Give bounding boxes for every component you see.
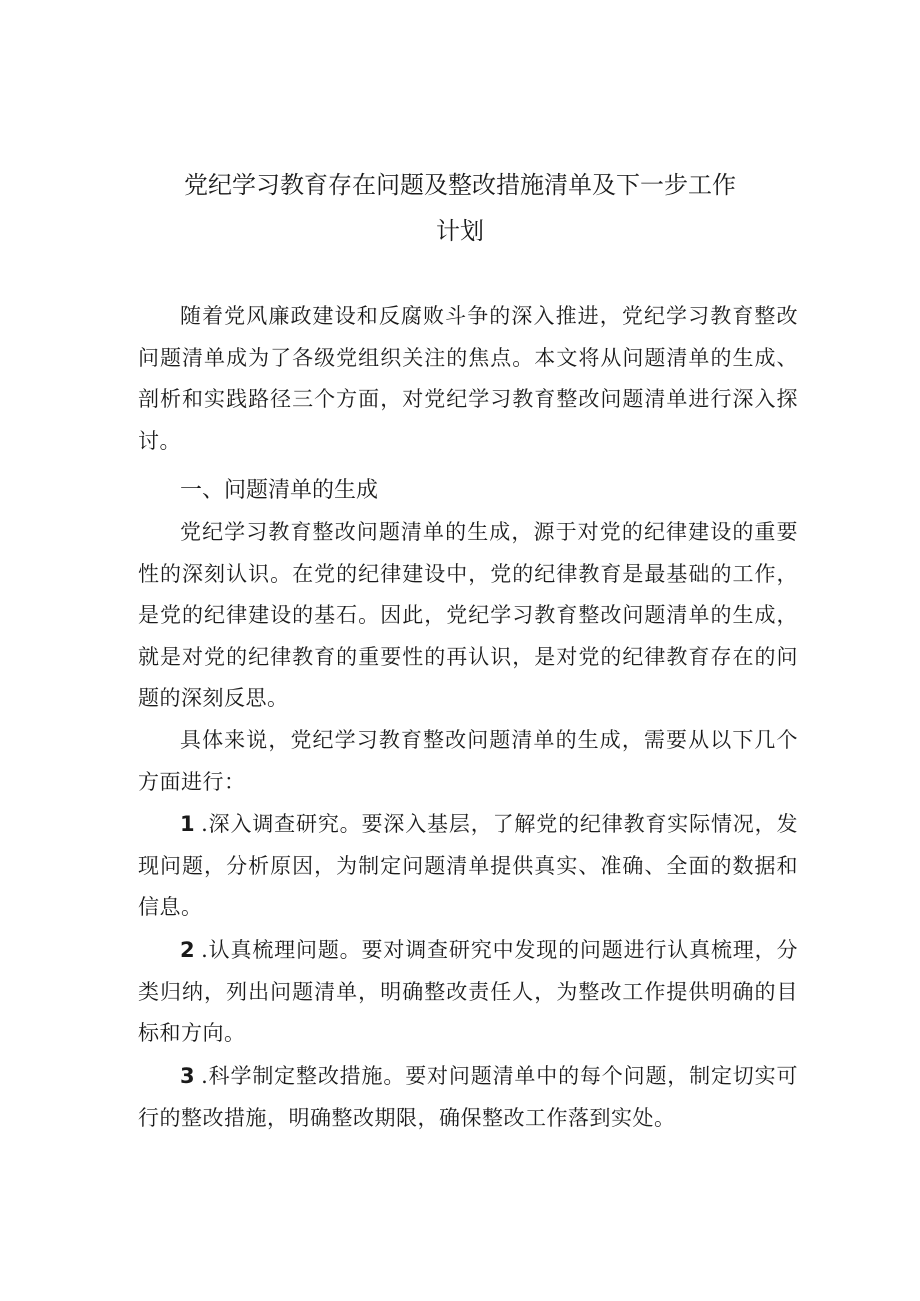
list-item-text: .深入调查研究。要深入基层，了解党的纪律教育实际情况，发现问题，分析原因，为制定问题清单提供真实、准确、全面的数据和信息。: [138, 812, 798, 920]
section-1-paragraph-1: 党纪学习教育整改问题清单的生成，源于对党的纪律建设的重要性的深刻认识。在党的纪律建设中，党的纪律教育是最基础的工作，是党的纪律建设的基石。因此，党纪学习教育整改问题清单的生成，就是对党的纪律教育的重要性的再认识，是对党的纪律教育存在的问题的深刻反思。: [138, 520, 798, 711]
document-title-line-2: 计划: [436, 217, 484, 245]
list-item-3: [138, 1056, 798, 1139]
list-item-text: .科学制定整改措施。要对问题清单中的每个问题，制定切实可行的整改措施，明确整改期限，确保整改工作落到实处。: [138, 1064, 798, 1130]
list-item-number: 1: [180, 812, 196, 836]
list-item-1: [138, 804, 798, 929]
list-item-2: [138, 930, 798, 1055]
intro-paragraph: 随着党风廉政建设和反腐败斗争的深入推进，党纪学习教育整改问题清单成为了各级党组织关注的焦点。本文将从问题清单的生成、剖析和实践路径三个方面，对党纪学习教育整改问题清单进行深入探讨。: [138, 304, 798, 453]
document-title-line-1: 党纪学习教育存在问题及整改措施清单及下一步工作: [184, 171, 736, 199]
list-item-text: .认真梳理问题。要对调查研究中发现的问题进行认真梳理，分类归纳，列出问题清单，明确整改责任人，为整改工作提供明确的目标和方向。: [138, 938, 798, 1046]
list-item-number: 3: [180, 1064, 196, 1088]
section-1-heading: 一、问题清单的生成: [180, 478, 379, 503]
section-1-paragraph-2: 具体来说，党纪学习教育整改问题清单的生成，需要从以下几个方面进行：: [138, 728, 798, 794]
list-item-number: 2: [180, 938, 196, 962]
